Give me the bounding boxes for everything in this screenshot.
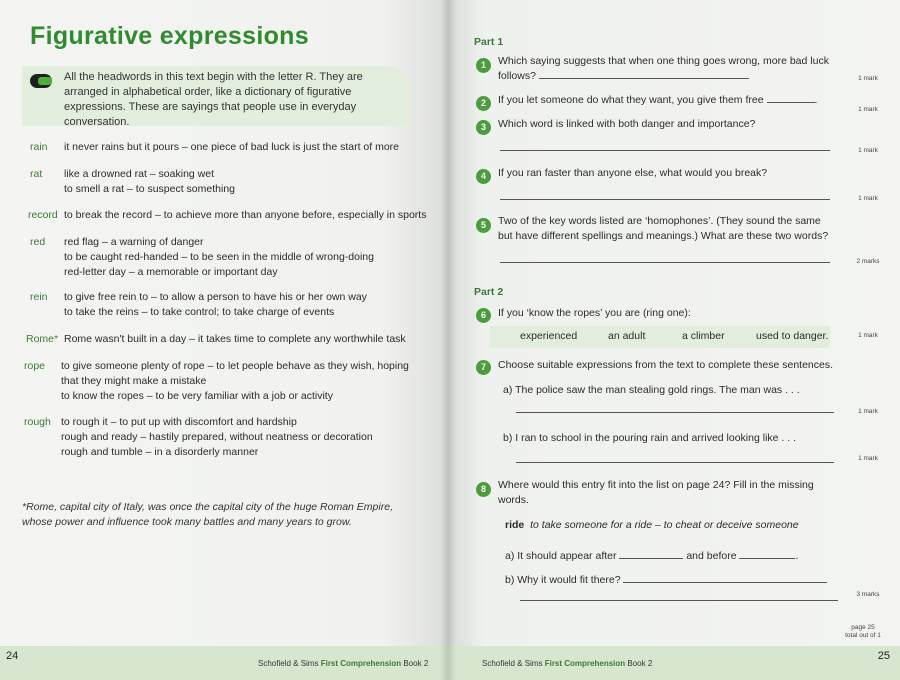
- page-number: 24: [6, 650, 19, 662]
- answer-line[interactable]: [539, 78, 749, 79]
- footer-publisher: Schofield & Sims: [482, 659, 543, 668]
- question-number: 7: [476, 360, 491, 375]
- question-7: [476, 358, 836, 373]
- part1-heading: Part 1: [474, 36, 504, 48]
- question-number: 3: [476, 120, 491, 135]
- question-1: [476, 54, 836, 84]
- question-text: Which word is linked with both danger and importance?: [498, 118, 756, 130]
- headword: rein: [30, 291, 48, 303]
- question-8a: a) It should appear after and before .: [505, 550, 799, 562]
- answer-line[interactable]: [516, 462, 834, 463]
- mark-label: 1 mark: [858, 332, 878, 339]
- definition-line: to take the reins – to take control; to take charge of events: [64, 306, 335, 318]
- answer-line[interactable]: [619, 558, 683, 559]
- answer-line[interactable]: [516, 412, 834, 413]
- entry-headword: ride: [505, 519, 525, 531]
- headword: Rome*: [26, 333, 59, 345]
- mark-label: 1 mark: [858, 195, 878, 202]
- headword: red: [30, 236, 46, 248]
- definitions: [61, 415, 421, 460]
- question-number: 2: [476, 96, 491, 111]
- question-text: Choose suitable expressions from the text to complete these sentences.: [498, 359, 834, 371]
- page-number: 25: [877, 650, 890, 662]
- definition-line: red flag – a warning of danger: [64, 236, 204, 248]
- definition-line: Rome wasn't built in a day – it takes time to complete any worthwhile task: [64, 333, 406, 345]
- definition-line: like a drowned rat – soaking wet: [64, 168, 214, 180]
- question-8: [476, 478, 836, 508]
- left-page: [0, 0, 448, 680]
- mark-label: 3 marks: [856, 591, 880, 598]
- answer-line[interactable]: [739, 558, 795, 559]
- footer-suffix: Book 2: [403, 659, 429, 668]
- option-experienced[interactable]: experienced: [520, 330, 578, 342]
- definition-line: rough and tumble – in a disorderly manner: [61, 446, 259, 458]
- question-6: [476, 306, 836, 321]
- definitions: [64, 167, 424, 197]
- question-3: [476, 117, 836, 132]
- page-footer: [258, 659, 428, 668]
- definitions: [64, 208, 427, 223]
- definitions: [61, 359, 421, 404]
- option-adult[interactable]: an adult: [608, 330, 646, 342]
- mark-label: 1 mark: [858, 106, 878, 113]
- headword: rough: [24, 416, 51, 428]
- options-panel: [490, 326, 830, 348]
- headword: rain: [30, 141, 48, 153]
- page-footer: [482, 659, 652, 668]
- intro-box: [22, 66, 410, 126]
- answer-line[interactable]: [623, 582, 827, 583]
- question-number: 8: [476, 482, 491, 497]
- question-number: 6: [476, 308, 491, 323]
- definitions: [64, 332, 424, 347]
- headword: record: [28, 209, 58, 221]
- question-text: Two of the key words listed are ‘homophones’. (They sound the same but have different spellings and meanings.) What are these two words?: [498, 215, 829, 242]
- question-8-entry: [505, 518, 835, 533]
- question-5: [476, 214, 836, 244]
- definition-line: to smell a rat – to suspect something: [64, 183, 235, 195]
- option-danger[interactable]: used to danger.: [756, 330, 829, 342]
- question-4: [476, 166, 836, 181]
- footer-book: First Comprehension: [544, 659, 626, 668]
- question-8b: b) Why it would fit there?: [505, 573, 835, 588]
- answer-line[interactable]: [520, 600, 838, 601]
- question-text: If you ‘know the ropes’ you are (ring one):: [498, 307, 691, 319]
- definition-line: it never rains but it pours – one piece of bad luck is just the start of more: [64, 141, 400, 153]
- answer-line[interactable]: [500, 199, 830, 200]
- definition-line: that they might make a mistake: [61, 375, 207, 387]
- mark-label: 1 mark: [858, 455, 878, 462]
- answer-line[interactable]: [767, 102, 815, 103]
- definition-line: to give someone plenty of rope – to let people behave as they wish, hoping: [61, 360, 409, 372]
- question-text: If you let someone do what they want, you give them free .: [498, 94, 818, 106]
- question-number: 1: [476, 58, 491, 73]
- page-title: Figurative expressions: [30, 22, 309, 50]
- definition-line: to know the ropes – to be very familiar with a job or activity: [61, 390, 333, 402]
- book-gutter: [440, 0, 456, 680]
- option-climber[interactable]: a climber: [682, 330, 725, 342]
- mark-label: 1 mark: [858, 147, 878, 154]
- right-page: [448, 0, 900, 680]
- intro-text: All the headwords in this text begin with the letter R. They are arranged in alphabetical order, like a dictionary of figurative expressions. These are sayings that people use in everyday conversation.: [64, 71, 363, 128]
- headword: rat: [30, 168, 43, 180]
- question-2: [476, 93, 836, 108]
- definition-line: red-letter day – a memorable or important day: [64, 266, 278, 278]
- question-number: 5: [476, 218, 491, 233]
- part2-heading: Part 2: [474, 286, 504, 298]
- definition-line: to give free rein to – to allow a person to have his or her own way: [64, 291, 367, 303]
- answer-line[interactable]: [500, 262, 830, 263]
- definition-line: to be caught red-handed – to be seen in the middle of wrong-doing: [64, 251, 374, 263]
- answer-line[interactable]: [500, 150, 830, 151]
- definitions: [64, 290, 424, 320]
- footer-suffix: Book 2: [627, 659, 653, 668]
- mark-label: 1 mark: [858, 408, 878, 415]
- page-total: page 25 total out of 1: [845, 624, 881, 639]
- reading-icon: [30, 74, 52, 88]
- headword: rope: [24, 360, 46, 372]
- question-text: If you ran faster than anyone else, what would you break?: [498, 167, 768, 179]
- footer-book: First Comprehension: [320, 659, 402, 668]
- definition-line: rough and ready – hastily prepared, without neatness or decoration: [61, 431, 373, 443]
- question-number: 4: [476, 169, 491, 184]
- mark-label: 1 mark: [858, 75, 878, 82]
- definitions: [64, 235, 424, 280]
- question-7b: b) I ran to school in the pouring rain and arrived looking like . . .: [503, 432, 796, 444]
- question-text: Which saying suggests that when one thing goes wrong, more bad luck follows?: [498, 55, 829, 82]
- footnote: *Rome, capital city of Italy, was once the capital city of the huge Roman Empire, whose power and influence took many battles and many years to grow.: [22, 501, 393, 528]
- entry-definition: to take someone for a ride – to cheat or deceive someone: [530, 519, 799, 531]
- footer-publisher: Schofield & Sims: [258, 659, 319, 668]
- mark-label: 2 marks: [856, 258, 880, 265]
- definition-line: to break the record – to achieve more than anyone before, especially in sports: [64, 209, 427, 221]
- definition-line: to rough it – to put up with discomfort and hardship: [61, 416, 297, 428]
- definitions: [64, 140, 424, 155]
- question-7a: a) The police saw the man stealing gold rings. The man was . . .: [503, 384, 800, 396]
- question-text: Where would this entry fit into the list on page 24? Fill in the missing words.: [498, 479, 814, 506]
